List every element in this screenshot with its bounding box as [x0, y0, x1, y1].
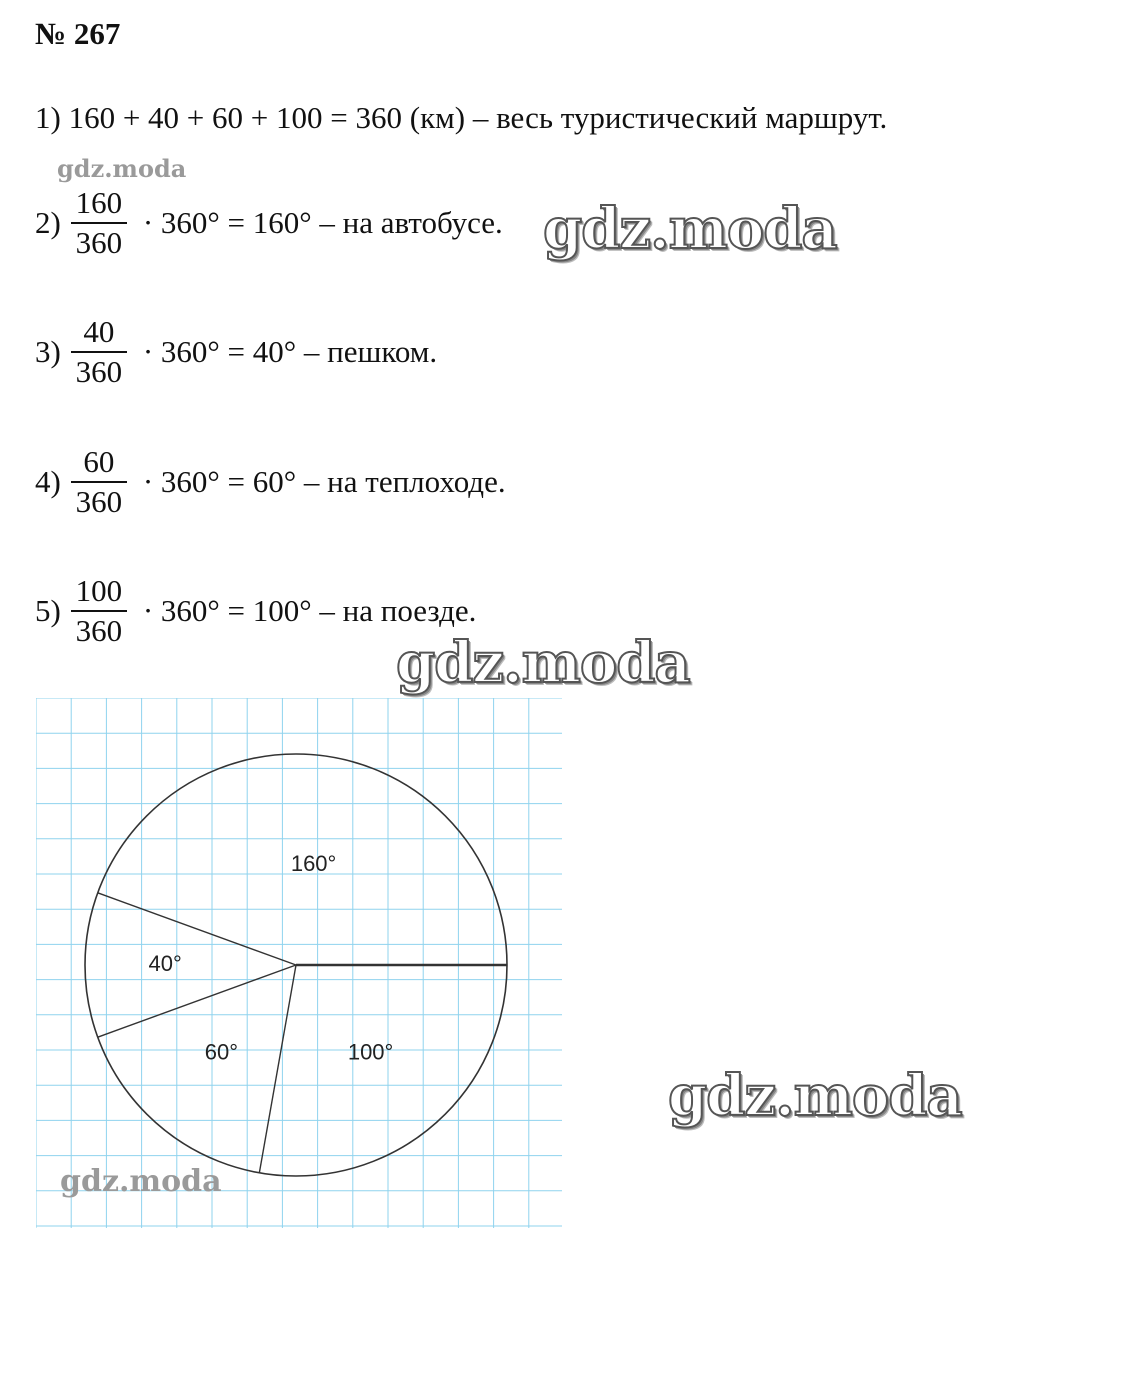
fraction: [71, 572, 127, 650]
pie-diagram: [36, 698, 562, 1228]
total-route-line: 1) 160 + 40 + 60 + 100 = 360 (км) – весь туристический маршрут.: [35, 100, 888, 135]
pie-slices: [98, 893, 507, 1173]
problem-number: № 267: [35, 16, 121, 51]
fraction-numerator: 160: [75, 185, 123, 220]
fraction-denominator: 360: [75, 484, 123, 519]
pie-labels: [149, 851, 394, 1065]
watermark-3: gdz.moda: [668, 1063, 962, 1129]
step-text: · 360° = 160° – на автобусе.: [142, 205, 503, 240]
slice-label: 100°: [347, 1039, 394, 1065]
fraction: [71, 443, 127, 521]
watermark-small-top: gdz.moda: [57, 154, 187, 183]
step-text: · 360° = 60° – на теплоходе.: [142, 464, 506, 499]
slice-boundary: [259, 965, 296, 1173]
step-text: · 360° = 100° – на поезде.: [142, 593, 477, 628]
slice-boundary: [98, 965, 296, 1037]
fraction-numerator: 40: [83, 314, 115, 349]
step-number: 3): [35, 334, 61, 369]
slice-label: 60°: [204, 1039, 239, 1065]
fraction-denominator: 360: [75, 354, 123, 389]
fraction-denominator: 360: [75, 225, 123, 260]
fraction-denominator: 360: [75, 613, 123, 648]
slice-boundary: [98, 893, 296, 965]
watermark-small-bottom: gdz.moda: [60, 1164, 222, 1199]
watermark-2: gdz.moda: [396, 630, 690, 696]
step-ship: [35, 432, 506, 532]
fraction: [71, 184, 127, 262]
grid-paper: [36, 698, 562, 1228]
fraction-numerator: 60: [83, 444, 115, 479]
fraction-numerator: 100: [75, 573, 123, 608]
fraction: [71, 313, 127, 391]
step-number: 4): [35, 464, 61, 499]
step-walk: [35, 302, 437, 402]
slice-label: 160°: [290, 851, 337, 877]
step-number: 5): [35, 593, 61, 628]
slice-label: 40°: [148, 950, 182, 976]
step-bus: [35, 173, 503, 273]
step-text: · 360° = 40° – пешком.: [142, 334, 438, 369]
watermark-1: gdz.moda: [543, 196, 837, 262]
step-number: 2): [35, 205, 61, 240]
